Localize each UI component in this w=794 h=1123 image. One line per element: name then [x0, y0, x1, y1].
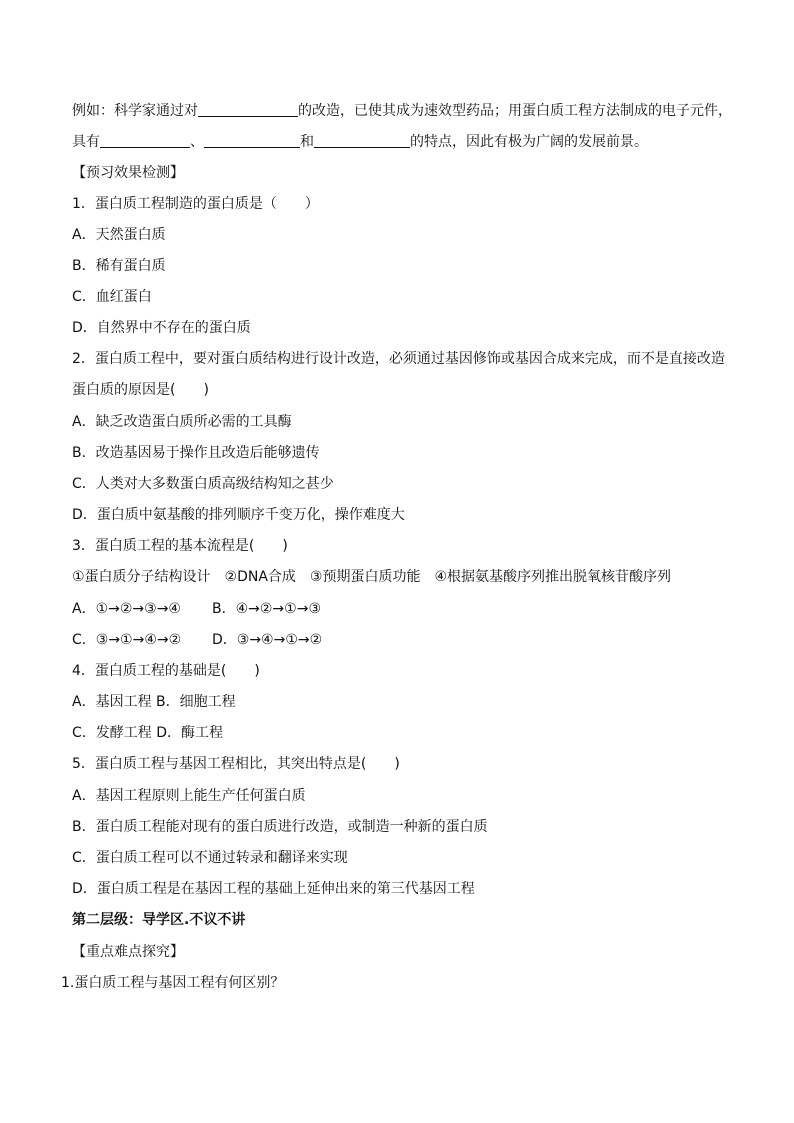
answer-option[interactable]: B．④→②→①→③	[212, 601, 321, 617]
answer-option[interactable]: D．③→④→①→②	[212, 632, 323, 648]
intro-text: 和	[300, 134, 314, 150]
answer-option[interactable]: C．血红蛋白	[72, 289, 152, 305]
answer-option[interactable]: B．蛋白质工程能对现有的蛋白质进行改造，或制造一种新的蛋白质	[72, 819, 488, 835]
answer-options-row[interactable]: C．发酵工程 D．酶工程	[72, 725, 224, 741]
answer-option[interactable]: A．天然蛋白质	[72, 227, 166, 243]
fill-blank-1[interactable]	[198, 102, 298, 117]
answer-option[interactable]: A．基因工程原则上能生产任何蛋白质	[72, 788, 306, 804]
intro-text: 具有	[72, 134, 100, 150]
intro-text: 的特点，因此有极为广阔的发展前景。	[410, 134, 648, 150]
intro-text: 例如：科学家通过对	[72, 103, 198, 119]
answer-option[interactable]: C．人类对大多数蛋白质高级结构知之甚少	[72, 476, 334, 492]
answer-option[interactable]: B．改造基因易于操作且改造后能够遗传	[72, 445, 320, 461]
level-2-heading: 第二层级：导学区.不议不讲	[72, 912, 246, 928]
process-steps: ①蛋白质分子结构设计 ②DNA合成 ③预期蛋白质功能 ④根据氨基酸序列推出脱氧核苷酸序列	[72, 569, 672, 585]
answer-option[interactable]: D．蛋白质中氨基酸的排列顺序千变万化，操作难度大	[72, 507, 405, 523]
intro-line-1	[72, 102, 732, 120]
answer-option[interactable]: B．稀有蛋白质	[72, 258, 166, 274]
question-stem: 1．蛋白质工程制造的蛋白质是（ ）	[72, 196, 319, 212]
question-stem: 2．蛋白质工程中，要对蛋白质结构进行设计改造，必须通过基因修饰或基因合成来完成，而不是直接改造	[72, 351, 725, 367]
question-stem: 4．蛋白质工程的基础是( )	[72, 663, 260, 679]
section-heading-preview: 【预习效果检测】	[72, 165, 184, 181]
fill-blank-4[interactable]	[314, 133, 410, 148]
answer-option[interactable]: C．蛋白质工程可以不通过转录和翻译来实现	[72, 850, 348, 866]
intro-line-2	[72, 133, 648, 151]
answer-options-row[interactable]: A．基因工程 B．细胞工程	[72, 694, 236, 710]
answer-option[interactable]: A．缺乏改造蛋白质所必需的工具酶	[72, 414, 292, 430]
fill-blank-3[interactable]	[204, 133, 300, 148]
fill-blank-2[interactable]	[100, 133, 190, 148]
question-stem: 3．蛋白质工程的基本流程是( )	[72, 538, 288, 554]
inquiry-question: 1.蛋白质工程与基因工程有何区别？	[61, 975, 285, 991]
answer-option[interactable]: A．①→②→③→④	[72, 601, 181, 617]
answer-option[interactable]: D．自然界中不存在的蛋白质	[72, 320, 251, 336]
intro-text: 、	[190, 134, 204, 150]
answer-option[interactable]: D．蛋白质工程是在基因工程的基础上延伸出来的第三代基因工程	[72, 881, 475, 897]
question-stem-cont: 蛋白质的原因是( )	[72, 382, 209, 398]
section-heading-key-points: 【重点难点探究】	[72, 944, 184, 960]
answer-option[interactable]: C．③→①→④→②	[72, 632, 182, 648]
intro-text: 的改造，已使其成为速效型药品；用蛋白质工程方法制成的电子元件，	[298, 103, 732, 119]
question-stem: 5．蛋白质工程与基因工程相比，其突出特点是( )	[72, 756, 400, 772]
